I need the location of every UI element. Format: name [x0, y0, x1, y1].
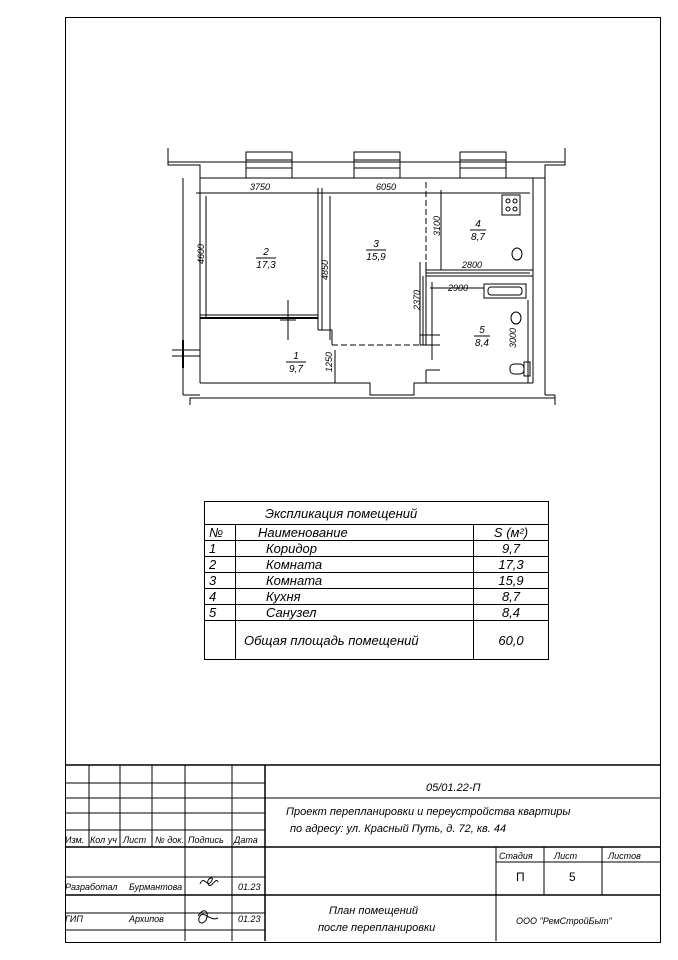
- row-area: 9,7: [474, 541, 549, 557]
- room-2-number: 2: [263, 247, 269, 258]
- dim-3000: 3000: [508, 327, 518, 348]
- row-name: Коридор: [236, 541, 474, 557]
- role-developer: Разработал: [65, 882, 118, 892]
- sheets-label: Листов: [608, 851, 641, 861]
- col-header-no: №: [205, 525, 236, 541]
- project-title-line1: Проект перепланировки и переустройства квартиры: [286, 806, 571, 818]
- dim-6050: 6050: [376, 182, 397, 192]
- stage-label: Стадия: [499, 851, 533, 861]
- room-1-number: 1: [293, 351, 299, 362]
- dim-4850: 4850: [320, 259, 330, 280]
- row-name: Комната: [236, 573, 474, 589]
- dim-1250: 1250: [324, 351, 334, 372]
- drawing-title-line2: после перепланировки: [318, 922, 436, 934]
- room-4-number: 4: [475, 219, 481, 230]
- row-area: 17,3: [474, 557, 549, 573]
- dim-2900: 2900: [448, 283, 469, 293]
- col-data: Дата: [234, 835, 258, 845]
- row-no: 4: [205, 589, 236, 605]
- title-block: [66, 765, 660, 941]
- sheet-value: 5: [569, 870, 576, 884]
- room-1-area: 9,7: [289, 364, 303, 375]
- total-value: 60,0: [474, 621, 549, 660]
- company-name: ООО "РемСтройБыт": [516, 916, 612, 926]
- dim-2800: 2800: [462, 260, 483, 270]
- room-4-area: 8,7: [471, 232, 485, 243]
- row-no: 1: [205, 541, 236, 557]
- row-name: Комната: [236, 557, 474, 573]
- dim-2370: 2370: [412, 289, 422, 310]
- sheet-label: Лист: [554, 851, 578, 861]
- row-no: 3: [205, 573, 236, 589]
- stage-value: П: [516, 870, 525, 884]
- row-area: 8,4: [474, 605, 549, 621]
- col-izm: Изм.: [65, 835, 85, 845]
- room-3-number: 3: [373, 239, 379, 250]
- dim-3750: 3750: [250, 182, 271, 192]
- row-area: 15,9: [474, 573, 549, 589]
- project-code: 05/01.22-П: [426, 782, 481, 794]
- name-developer: Бурмантова: [129, 882, 183, 892]
- name-gip: Архипов: [129, 914, 164, 924]
- room-2-area: 17,3: [256, 260, 276, 271]
- date-gip: 01.23: [238, 914, 261, 924]
- drawing-title-line1: План помещений: [329, 905, 418, 917]
- col-ndok: № док.: [155, 835, 184, 845]
- col-podpis: Подпись: [188, 835, 224, 845]
- row-no: 5: [205, 605, 236, 621]
- total-label: Общая площадь помещений: [236, 621, 474, 660]
- role-gip: ГИП: [65, 914, 83, 924]
- room-5-area: 8,4: [475, 338, 489, 349]
- room-3-area: 15,9: [366, 252, 386, 263]
- dim-4600: 4600: [196, 243, 206, 264]
- dim-3100: 3100: [432, 215, 442, 236]
- col-kol: Кол уч: [90, 835, 117, 845]
- row-no: 2: [205, 557, 236, 573]
- explication-title: Экспликация помещений: [205, 502, 549, 525]
- col-list: Лист: [123, 835, 147, 845]
- row-name: Санузел: [236, 605, 474, 621]
- row-name: Кухня: [236, 589, 474, 605]
- room-5-number: 5: [479, 325, 485, 336]
- col-header-name: Наименование: [236, 525, 474, 541]
- row-area: 8,7: [474, 589, 549, 605]
- date-developer: 01.23: [238, 882, 261, 892]
- col-header-area: S (м²): [474, 525, 549, 541]
- project-title-line2: по адресу: ул. Красный Путь, д. 72, кв. 44: [290, 823, 507, 835]
